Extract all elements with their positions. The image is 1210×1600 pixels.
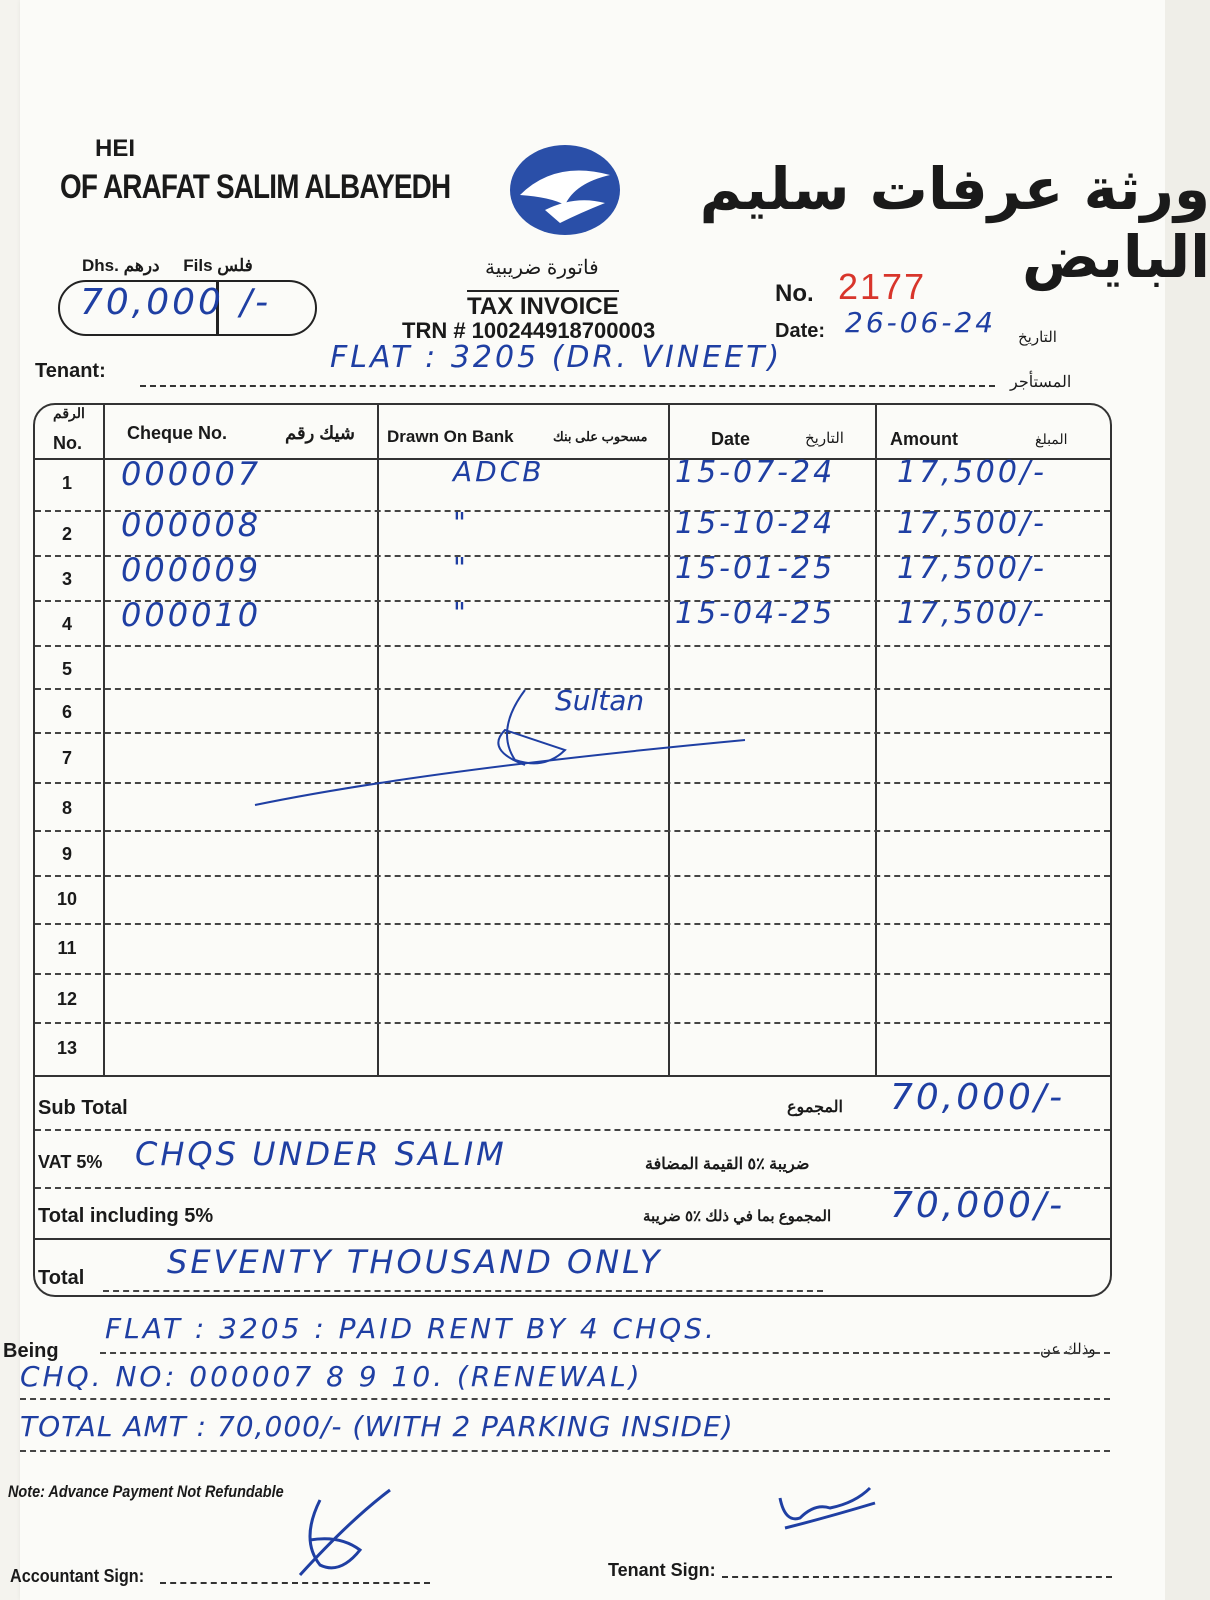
falcon-logo-icon [505, 135, 625, 240]
dhs-value: 70,000 [80, 282, 224, 323]
vat-label: VAT 5% [38, 1152, 103, 1172]
tenant-label: Tenant: [35, 360, 106, 382]
header-cheque: Cheque No. [127, 423, 228, 443]
row-number: 6 [61, 702, 72, 722]
being-line [20, 1398, 1110, 1400]
row-number: 11 [57, 938, 77, 958]
table-row-line [35, 973, 1110, 975]
accountant-sign-label: Accountant Sign: [10, 1566, 145, 1586]
tenant-sign-line [722, 1576, 1112, 1578]
being-line-3: TOTAL AMT : 70,000/- (WITH 2 PARKING INSIDE) [20, 1410, 734, 1443]
being-line-2: CHQ. NO: 000007 8 9 10. (RENEWAL) [20, 1360, 643, 1393]
signature-text: Sultan [555, 684, 645, 717]
invoice-number: 2177 [838, 266, 927, 307]
company-name-ar: ورثة عرفات سليم البايض [699, 155, 1210, 291]
cheque-date: 15-04-25 [675, 596, 836, 631]
subtotal-label: Sub Total [38, 1097, 128, 1119]
header-bank: Drawn On Bank [387, 427, 514, 446]
bank-name: " [453, 596, 469, 629]
total-label: Total [38, 1267, 85, 1289]
cheque-amount: 17,500/- [897, 506, 1047, 541]
table-row-line [35, 923, 1110, 925]
tenant-value: FLAT : 3205 (DR. VINEET) [330, 340, 783, 375]
tenant-sign-label: Tenant Sign: [608, 1560, 716, 1580]
total-incl-label-ar: المجموع بما في ذلك ٪٥ ضريبة [643, 1208, 832, 1225]
total-incl-label: Total including 5% [38, 1205, 214, 1227]
being-label: Being [3, 1340, 59, 1362]
cheque-date: 15-07-24 [675, 455, 836, 490]
signature-icon [245, 670, 785, 820]
invoice-title: TAX INVOICE [467, 290, 619, 321]
invoice-date: 26-06-24 [845, 306, 997, 339]
row-number: 3 [61, 569, 72, 589]
subtotal-value: 70,000/- [890, 1077, 1066, 1118]
cheque-amount: 17,500/- [897, 455, 1047, 490]
table-row-line [35, 645, 1110, 647]
being-line-1: FLAT : 3205 : PAID RENT BY 4 CHQS. [105, 1312, 717, 1345]
note-text: Note: Advance Payment Not Refundable [8, 1482, 284, 1501]
being-line [20, 1450, 1110, 1452]
date-label-ar: التاريخ [1018, 329, 1057, 346]
cheque-number: 000010 [121, 596, 262, 634]
header-no: No. [53, 433, 82, 453]
bank-name: ADCB [453, 455, 545, 488]
table-row-line [35, 1022, 1110, 1024]
table-row-line [35, 510, 1110, 512]
row-number: 12 [56, 989, 78, 1009]
total-incl-value: 70,000/- [890, 1185, 1066, 1226]
cheque-table [33, 403, 1112, 1297]
footer-divider [35, 1129, 1110, 1131]
amount-box-labels [82, 256, 253, 276]
cheque-amount: 17,500/- [897, 551, 1047, 586]
header-no-ar: الرقم [53, 405, 85, 421]
header-amount: Amount [890, 429, 958, 449]
row-number: 7 [61, 748, 72, 768]
header-amount-ar: المبلغ [1035, 431, 1068, 447]
row-number: 10 [56, 889, 78, 909]
total-words: SEVENTY THOUSAND ONLY [167, 1243, 663, 1281]
table-row-line [35, 830, 1110, 832]
total-line [103, 1290, 823, 1292]
row-number: 4 [61, 614, 72, 634]
bank-name: " [453, 551, 469, 584]
dhs-label: Dhs. درهم [82, 256, 160, 275]
tenant-signature-icon [775, 1478, 885, 1538]
fils-label: Fils فلس [183, 256, 253, 275]
cheque-number: 000009 [121, 551, 262, 589]
cheque-date: 15-10-24 [675, 506, 836, 541]
fils-value: /- [240, 282, 272, 323]
invoice-title-ar: فاتورة ضريبية [485, 257, 599, 279]
vat-note: CHQS UNDER SALIM [135, 1135, 507, 1173]
invoice-number-label: No. [775, 280, 814, 307]
cheque-number: 000008 [121, 506, 262, 544]
table-row-line [35, 875, 1110, 877]
tenant-line [140, 385, 995, 387]
being-label-ar: وذلك عن [1040, 1341, 1096, 1358]
row-number: 2 [61, 524, 72, 544]
subtotal-label-ar: المجموع [787, 1099, 843, 1116]
header-bank-ar: مسحوب على بنك [553, 429, 648, 444]
row-number: 5 [61, 659, 72, 679]
date-label: Date: [775, 320, 826, 342]
row-number: 1 [61, 473, 72, 493]
header-cheque-ar: شيك رقم [285, 423, 355, 443]
cheque-number: 000007 [121, 455, 262, 493]
company-name-en: OF ARAFAT SALIM ALBAYEDH [60, 168, 451, 206]
row-number: 13 [56, 1038, 78, 1058]
footer-divider [35, 1238, 1110, 1240]
row-number: 8 [61, 798, 72, 818]
vat-label-ar: ضريبة ٪٥ القيمة المضافة [645, 1156, 810, 1173]
bank-name: " [453, 506, 469, 539]
cheque-amount: 17,500/- [897, 596, 1047, 631]
table-row-line [35, 555, 1110, 557]
row-number: 9 [61, 844, 72, 864]
trn-number: TRN # 100244918700003 [402, 318, 656, 343]
company-name-prefix: HEI [95, 135, 136, 162]
header-date: Date [711, 429, 751, 449]
tenant-label-ar: المستأجر [1010, 374, 1072, 391]
table-row-line [35, 600, 1110, 602]
header-date-ar: التاريخ [805, 430, 844, 447]
accountant-signature-icon [290, 1480, 400, 1590]
being-line [100, 1352, 1110, 1354]
cheque-date: 15-01-25 [675, 551, 836, 586]
